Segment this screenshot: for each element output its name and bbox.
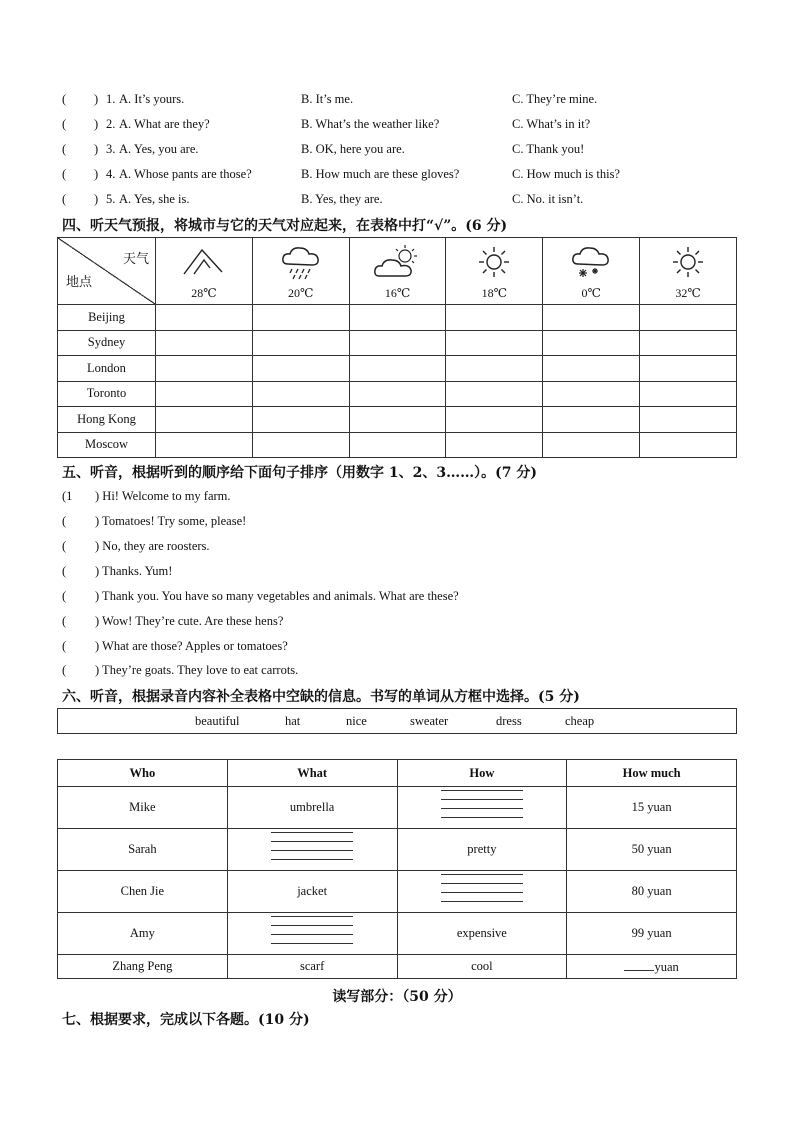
column-header: What [227, 760, 397, 787]
answer-bracket[interactable]: ( [62, 192, 67, 206]
temperature-label: 28℃ [191, 286, 217, 300]
order-blank[interactable]: (1 [62, 489, 73, 503]
mountain-icon [180, 244, 228, 278]
column-header: How [397, 760, 567, 787]
mcq-item: ( ) 1. A. It’s yours. B. It’s me. C. They’re mine. [62, 92, 598, 106]
order-blank[interactable]: ( [62, 614, 67, 628]
check-cell[interactable] [446, 381, 543, 407]
check-cell[interactable] [252, 432, 349, 458]
price-blank[interactable] [624, 958, 654, 971]
check-cell[interactable] [252, 356, 349, 382]
ordering-item: ( ) Thank you. You have so many vegetables and animals. What are these? [62, 589, 459, 603]
writing-blank[interactable] [227, 829, 397, 871]
ordering-item: ( ) Thanks. Yum! [62, 564, 173, 578]
check-cell[interactable] [349, 407, 446, 433]
mcq-item: ( ) 2. A. What are they? B. What’s the weather like? C. What’s in it? [62, 117, 591, 131]
check-cell[interactable] [543, 432, 640, 458]
section6-title: 六、听音，根据录音内容补全表格中空缺的信息。书写的单词从方框中选择。(5 分) [62, 689, 580, 705]
check-cell[interactable] [640, 432, 737, 458]
table-row: Sarah pretty 50 yuan [58, 829, 737, 871]
check-cell[interactable] [156, 381, 253, 407]
temperature-label: 32℃ [675, 286, 701, 300]
mcq-item: ( ) 4. A. Whose pants are those? B. How much are these gloves? C. How much is this? [62, 167, 620, 181]
city-name: Beijing [58, 305, 156, 331]
sun-icon [668, 244, 708, 282]
word-option: dress [496, 714, 522, 728]
writing-blank[interactable] [397, 787, 567, 829]
check-cell[interactable] [252, 381, 349, 407]
city-row [58, 432, 737, 458]
check-cell[interactable] [156, 407, 253, 433]
check-cell[interactable] [156, 356, 253, 382]
check-cell[interactable] [156, 330, 253, 356]
word-option: beautiful [195, 714, 240, 728]
check-cell[interactable] [349, 432, 446, 458]
part-title: 读写部分：（50 分） [332, 989, 462, 1005]
table-row: Chen Jie jacket 80 yuan [58, 871, 737, 913]
header-diagonal-cell [58, 238, 155, 304]
check-cell[interactable] [349, 356, 446, 382]
check-cell[interactable] [543, 356, 640, 382]
check-cell[interactable] [446, 432, 543, 458]
answer-bracket[interactable]: ( [62, 92, 67, 106]
section7-title: 七、根据要求，完成以下各题。(10 分) [62, 1012, 310, 1028]
answer-bracket[interactable]: ( [62, 117, 67, 131]
order-blank[interactable]: ( [62, 539, 67, 553]
check-cell[interactable] [543, 381, 640, 407]
partly-cloudy-icon [373, 244, 423, 282]
check-cell[interactable] [640, 407, 737, 433]
table-header-row [58, 760, 737, 787]
ordering-item: ( ) What are those? Apples or tomatoes? [62, 639, 288, 653]
order-blank[interactable]: ( [62, 564, 67, 578]
word-option: sweater [410, 714, 449, 728]
answer-bracket[interactable]: ( [62, 167, 67, 181]
weather-column [640, 238, 736, 304]
weather-column [446, 238, 542, 304]
word-option: hat [285, 714, 301, 728]
check-cell[interactable] [543, 407, 640, 433]
section5-title: 五、听音，根据听到的顺序给下面句子排序（用数字 1、2、3……）。(7 分) [62, 465, 537, 481]
sun-icon [474, 244, 514, 282]
ordering-item: ( ) Tomatoes! Try some, please! [62, 514, 247, 528]
check-cell[interactable] [156, 432, 253, 458]
weather-column [253, 238, 349, 304]
check-cell[interactable] [156, 305, 253, 331]
check-cell[interactable] [349, 381, 446, 407]
order-blank[interactable]: ( [62, 514, 67, 528]
check-cell[interactable] [252, 407, 349, 433]
check-cell[interactable] [446, 356, 543, 382]
check-cell[interactable] [640, 356, 737, 382]
weather-column [156, 238, 252, 304]
order-blank[interactable]: ( [62, 639, 67, 653]
city-name: Toronto [58, 381, 156, 407]
check-cell[interactable] [252, 305, 349, 331]
city-name: Moscow [58, 432, 156, 458]
temperature-label: 20℃ [288, 286, 314, 300]
city-row [58, 305, 737, 331]
word-option: cheap [565, 714, 595, 728]
city-row [58, 356, 737, 382]
temperature-label: 0℃ [581, 286, 601, 300]
table-row: Zhang Peng scarf cool yuan [58, 955, 737, 979]
check-cell[interactable] [543, 305, 640, 331]
shopping-info-table [57, 759, 737, 979]
check-cell[interactable] [640, 330, 737, 356]
check-cell[interactable] [640, 305, 737, 331]
order-blank[interactable]: ( [62, 589, 67, 603]
weather-column [543, 238, 639, 304]
check-cell[interactable] [543, 330, 640, 356]
check-cell[interactable] [446, 305, 543, 331]
header-weather-label: 天气 [122, 252, 149, 267]
city-row [58, 381, 737, 407]
column-header: Who [58, 760, 228, 787]
mcq-item: ( ) 3. A. Yes, you are. B. OK, here you are. C. Thank you! [62, 142, 585, 156]
city-row [58, 407, 737, 433]
check-cell[interactable] [252, 330, 349, 356]
weather-column [350, 238, 446, 304]
word-option: nice [346, 714, 367, 728]
check-cell[interactable] [446, 407, 543, 433]
city-row [58, 330, 737, 356]
answer-bracket[interactable]: ( [62, 142, 67, 156]
city-name: Sydney [58, 330, 156, 356]
weather-table [57, 237, 737, 458]
temperature-label: 16℃ [384, 286, 411, 300]
check-cell[interactable] [640, 381, 737, 407]
snow-cloud-icon [569, 244, 613, 282]
ordering-item: ( ) They’re goats. They love to eat carrots. [62, 663, 299, 677]
column-header: How much [567, 760, 737, 787]
check-cell[interactable] [349, 330, 446, 356]
ordering-item: ( ) No, they are roosters. [62, 539, 210, 553]
ordering-item: ( ) Wow! They’re cute. Are these hens? [62, 614, 284, 628]
order-blank[interactable]: ( [62, 663, 67, 677]
ordering-item: (1 ) Hi! Welcome to my farm. [62, 489, 231, 503]
header-place-label: 地点 [66, 275, 93, 290]
rain-cloud-icon [279, 244, 323, 282]
mcq-item: ( ) 5. A. Yes, she is. B. Yes, they are. C. No. it isn’t. [62, 192, 584, 206]
writing-blank[interactable] [397, 871, 567, 913]
city-name: Hong Kong [58, 407, 156, 433]
city-name: London [58, 356, 156, 382]
check-cell[interactable] [446, 330, 543, 356]
table-row: Mike umbrella 15 yuan [58, 787, 737, 829]
section4-title: 四、听天气预报，将城市与它的天气对应起来，在表格中打“√”。(6 分) [62, 218, 508, 234]
table-row: Amy expensive 99 yuan [58, 913, 737, 955]
check-cell[interactable] [349, 305, 446, 331]
word-bank-box [57, 708, 737, 734]
writing-blank[interactable] [227, 913, 397, 955]
temperature-label: 18℃ [481, 286, 508, 300]
